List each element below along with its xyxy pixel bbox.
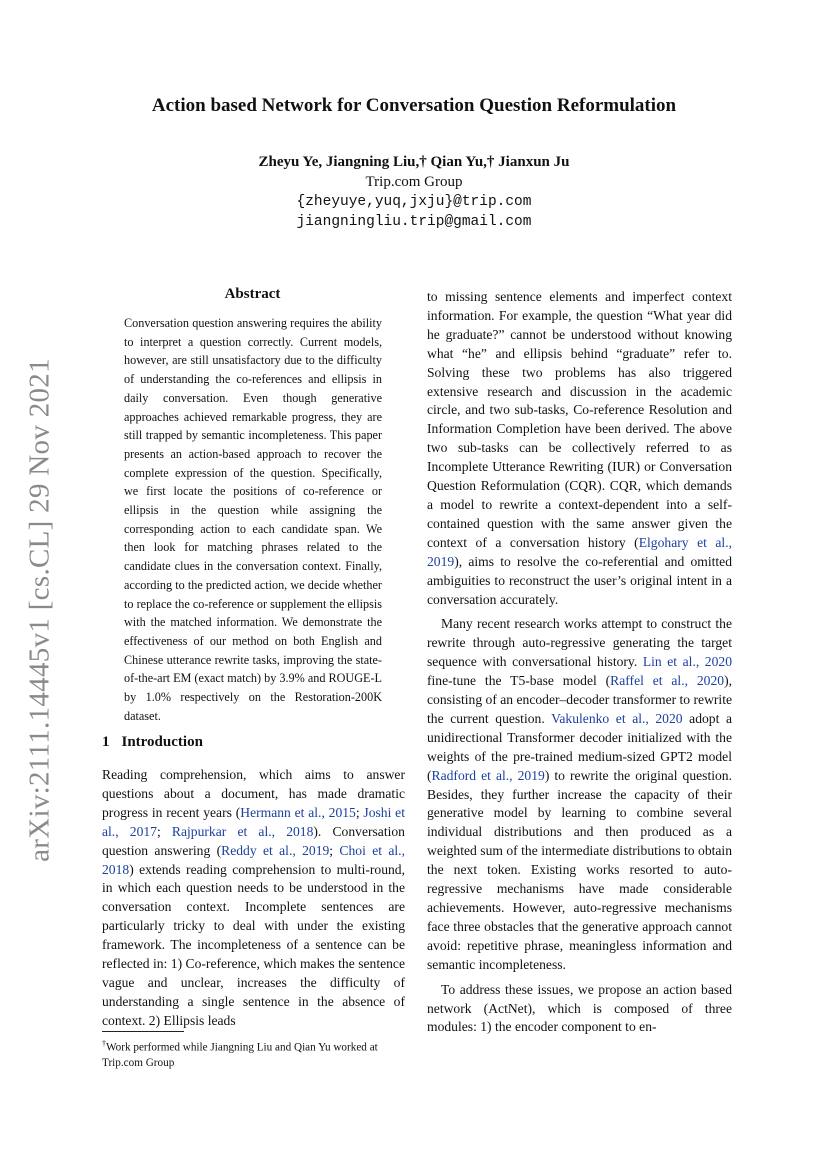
author-names: Zheyu Ye, Jiangning Liu,† Qian Yu,† Jianxun Ju — [258, 154, 570, 170]
footnote-divider — [102, 1031, 184, 1032]
citation-link[interactable]: Radford et al., 2019 — [431, 767, 545, 783]
section-number: 1 — [102, 734, 110, 750]
citation-link[interactable]: Joshi et al., 2017 — [102, 804, 405, 839]
text-run: ; — [156, 823, 172, 839]
text-run: ) extends reading comprehension to multi-round, in which each question needs to be understood in the conversation context. Incomplete sentences are particularly tricky to deal with under the existing framework. The incompleteness of a sentence can be reflected in: 1) Co-reference, which makes the sentence vague and unclear, increases the difficulty of understanding a single sentence in the absence of context. 2) Ellipsis leads — [102, 861, 405, 1028]
intro-paragraph-1 — [102, 766, 405, 1031]
text-run: ; — [329, 842, 340, 858]
citation-link[interactable]: Lin et al., 2020 — [642, 654, 732, 670]
text-run: ) to rewrite the original question. Besides, they further increase the capacity of their generative model by learning to combine several individual distributions and then produced as a weighted sum of the intermediate distributions to obtain the next token. Existing works resorted to auto-regressive mechanisms have made considerable achievements. However, auto-regressive mechanisms face three obstacles that the generative approach cannot avoid: repetitive phrase, meaningless information and semantic incompleteness. — [427, 767, 732, 972]
text-run: fine-tune the T5-base model ( — [427, 673, 611, 689]
text-run: ), consisting of an encoder–decoder transformer to rewrite the current question. — [427, 673, 732, 726]
text-run: Reading comprehension, which aims to answer questions about a document, has made dramatic progress in recent years ( — [102, 767, 405, 820]
text-run: to missing sentence elements and imperfect context information. For example, the question “What year did he graduate?” cannot be understood without knowing what “he” and ellipsis behind “graduate” refer to. Solving these two problems has also triggered extensive research and discussion in the academic circle, and two sub-tasks, Co-reference Resolution and Information Completion have been derived. The above two sub-tasks can be collectively referred to as Incomplete Utterance Rewriting (IUR) or Conversation Question Reformulation (CQR). CQR, which demands a model to rewrite a context-dependent into a self-contained question with the same answer given the context of a conversation history ( — [427, 289, 732, 550]
citation-link[interactable]: Rajpurkar et al., 2018 — [171, 823, 314, 839]
author-email-group: {zheyuye,yuq,jxju}@trip.com — [296, 194, 532, 210]
author-email-personal: jiangningliu.trip@gmail.com — [296, 214, 532, 230]
author-affiliation: Trip.com Group — [365, 174, 463, 190]
arxiv-identifier — [20, 360, 60, 860]
abstract-text: Conversation question answering requires the ability to interpret a question correctly. Current models, however, are still unsatisfactory due to the difficulty of understanding the co-references and ellipsis in daily conversation. Even though generative approaches achieved remarkable progress, they are still trapped by semantic incompleteness. This paper presents an action-based approach to recover the complete expression of the question. Specifically, we first locate the positions of co-reference or ellipsis in the question while assigning the corresponding action to each candidate span. We then look for matching phrases related to the candidate clues in the conversation context. Finally, according to the predicted action, we decide whether to replace the co-reference or supplement the ellipsis with the matched information. We demonstrate the effectiveness of our method on both English and Chinese utterance rewrite tasks, improving the state-of-the-art EM (exact match) by 3.9% and ROUGE-L by 1.0% respectively on the Restoration-200K dataset. — [124, 316, 382, 723]
text-run: ), aims to resolve the co-referential and omitted ambiguities to reconstruct the user’s original intent in a conversation accurately. — [427, 553, 732, 607]
footnote-text: Work performed while Jiangning Liu and Qian Yu worked at Trip.com Group — [102, 1041, 378, 1069]
left-column-body — [102, 766, 405, 1037]
intro-paragraph-1-cont — [427, 288, 732, 609]
citation-link[interactable]: Reddy et al., 2019 — [221, 842, 330, 858]
text-run: ; — [355, 804, 364, 820]
abstract-heading: Abstract — [224, 286, 281, 302]
section-heading-introduction — [102, 734, 203, 751]
text-run: Many recent research works attempt to construct the rewrite through auto-regressive generating the target sequence with conversational history. — [427, 616, 732, 670]
citation-link[interactable]: Vakulenko et al., 2020 — [551, 710, 683, 726]
text-run: adopt a unidirectional Transformer decoder initialized with the weights of the pre-trained medium-sized GPT2 model ( — [427, 710, 732, 783]
author-block — [0, 152, 828, 232]
citation-link[interactable]: Choi et al., 2018 — [102, 842, 405, 877]
intro-paragraph-2 — [427, 615, 732, 974]
footnote-mark: † — [102, 1039, 106, 1048]
citation-link[interactable]: Elgohary et al., 2019 — [427, 534, 733, 569]
section-title: Introduction — [121, 734, 203, 750]
arxiv-identifier-text: arXiv:2111.14445v1 [cs.CL] 29 Nov 2021 — [23, 358, 56, 862]
footnote — [102, 1036, 405, 1071]
paper-title: Action based Network for Conversation Question Reformulation — [151, 95, 677, 116]
intro-paragraph-3: To address these issues, we propose an action based network (ActNet), which is composed of three modules: 1) the encoder component to en- — [427, 981, 732, 1035]
text-run: ). Conversation question answering ( — [102, 823, 405, 858]
citation-link[interactable]: Hermann et al., 2015 — [240, 804, 356, 820]
citation-link[interactable]: Raffel et al., 2020 — [610, 673, 725, 689]
right-column-body — [427, 288, 732, 1043]
